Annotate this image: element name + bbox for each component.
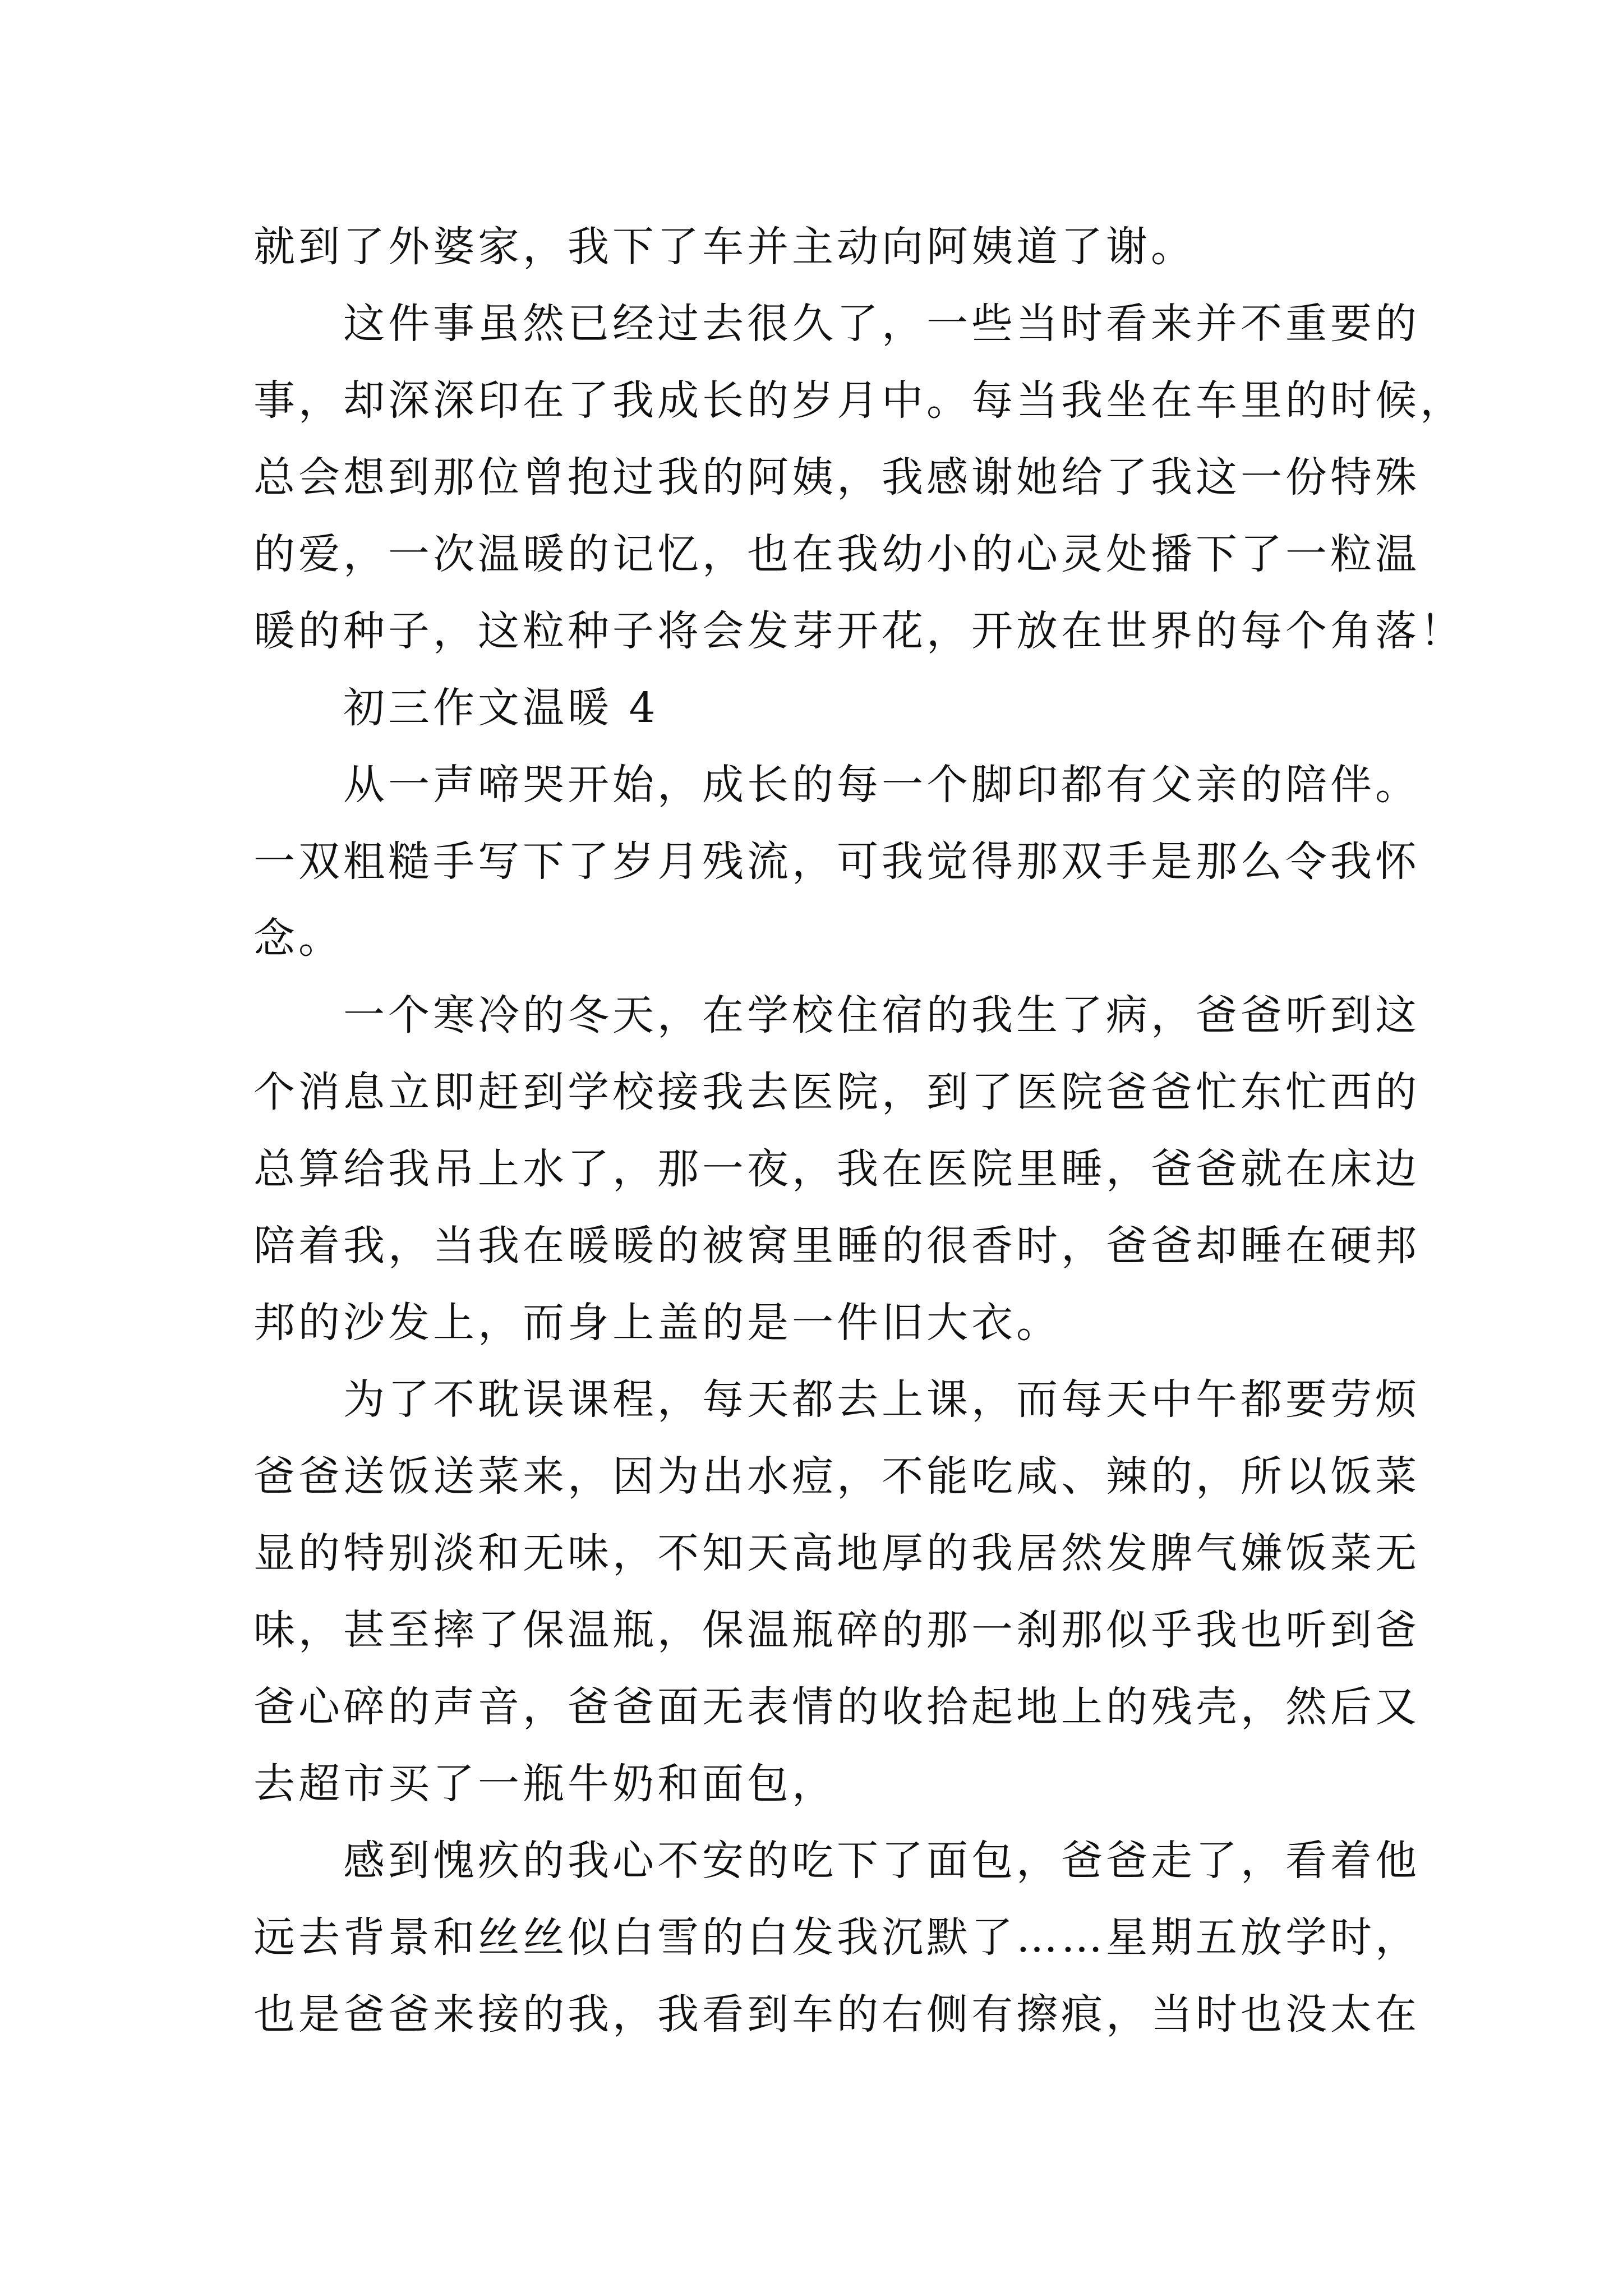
text-line: 总会想到那位曾抱过我的阿姨，我感谢她给了我这一份特殊	[253, 453, 1420, 501]
text-line: 念。	[253, 914, 343, 963]
text-line: 陪着我，当我在暖暖的被窝里睡的很香时，爸爸却睡在硬邦	[253, 1222, 1420, 1270]
text-line: 事，却深深印在了我成长的岁月中。每当我坐在车里的时候，	[253, 376, 1465, 425]
text-line: 一个寒冷的冬天，在学校住宿的我生了病，爸爸听到这	[343, 991, 1420, 1039]
section-heading: 初三作文温暖 4	[343, 684, 659, 732]
text-line: 也是爸爸来接的我，我看到车的右侧有擦痕，当时也没太在	[253, 1990, 1420, 2039]
text-line: 就到了外婆家，我下了车并主动向阿姨道了谢。	[253, 223, 1196, 271]
document-body	[253, 209, 1465, 2053]
text-line: 爸爸送饭送菜来，因为出水痘，不能吃咸、辣的，所以饭菜	[253, 1452, 1420, 1501]
text-line: 从一声啼哭开始，成长的每一个脚印都有父亲的陪伴。	[343, 761, 1420, 809]
text-line: 个消息立即赶到学校接我去医院，到了医院爸爸忙东忙西的	[253, 1068, 1420, 1116]
text-line: 这件事虽然已经过去很久了，一些当时看来并不重要的	[343, 300, 1420, 348]
text-line: 去超市买了一瓶牛奶和面包，	[253, 1760, 837, 1808]
text-line: 显的特别淡和无味，不知天高地厚的我居然发脾气嫌饭菜无	[253, 1529, 1420, 1577]
text-line: 爸心碎的声音，爸爸面无表情的收拾起地上的残壳，然后又	[253, 1683, 1420, 1731]
text-line: 感到愧疚的我心不安的吃下了面包，爸爸走了，看着他	[343, 1837, 1420, 1885]
text-line: 总算给我吊上水了，那一夜，我在医院里睡，爸爸就在床边	[253, 1145, 1420, 1193]
text-line: 的爱，一次温暖的记忆，也在我幼小的心灵处播下了一粒温	[253, 530, 1420, 578]
text-line: 味，甚至摔了保温瓶，保温瓶碎的那一刹那似乎我也听到爸	[253, 1606, 1420, 1654]
text-line: 暖的种子，这粒种子将会发芽开花，开放在世界的每个角落！	[253, 607, 1465, 655]
text-line: 远去背景和丝丝似白雪的白发我沉默了……星期五放学时，	[253, 1913, 1420, 1962]
text-line: 邦的沙发上，而身上盖的是一件旧大衣。	[253, 1299, 1061, 1347]
text-line: 为了不耽误课程，每天都去上课，而每天中午都要劳烦	[343, 1375, 1420, 1424]
text-line: 一双粗糙手写下了岁月残流，可我觉得那双手是那么令我怀	[253, 838, 1420, 886]
